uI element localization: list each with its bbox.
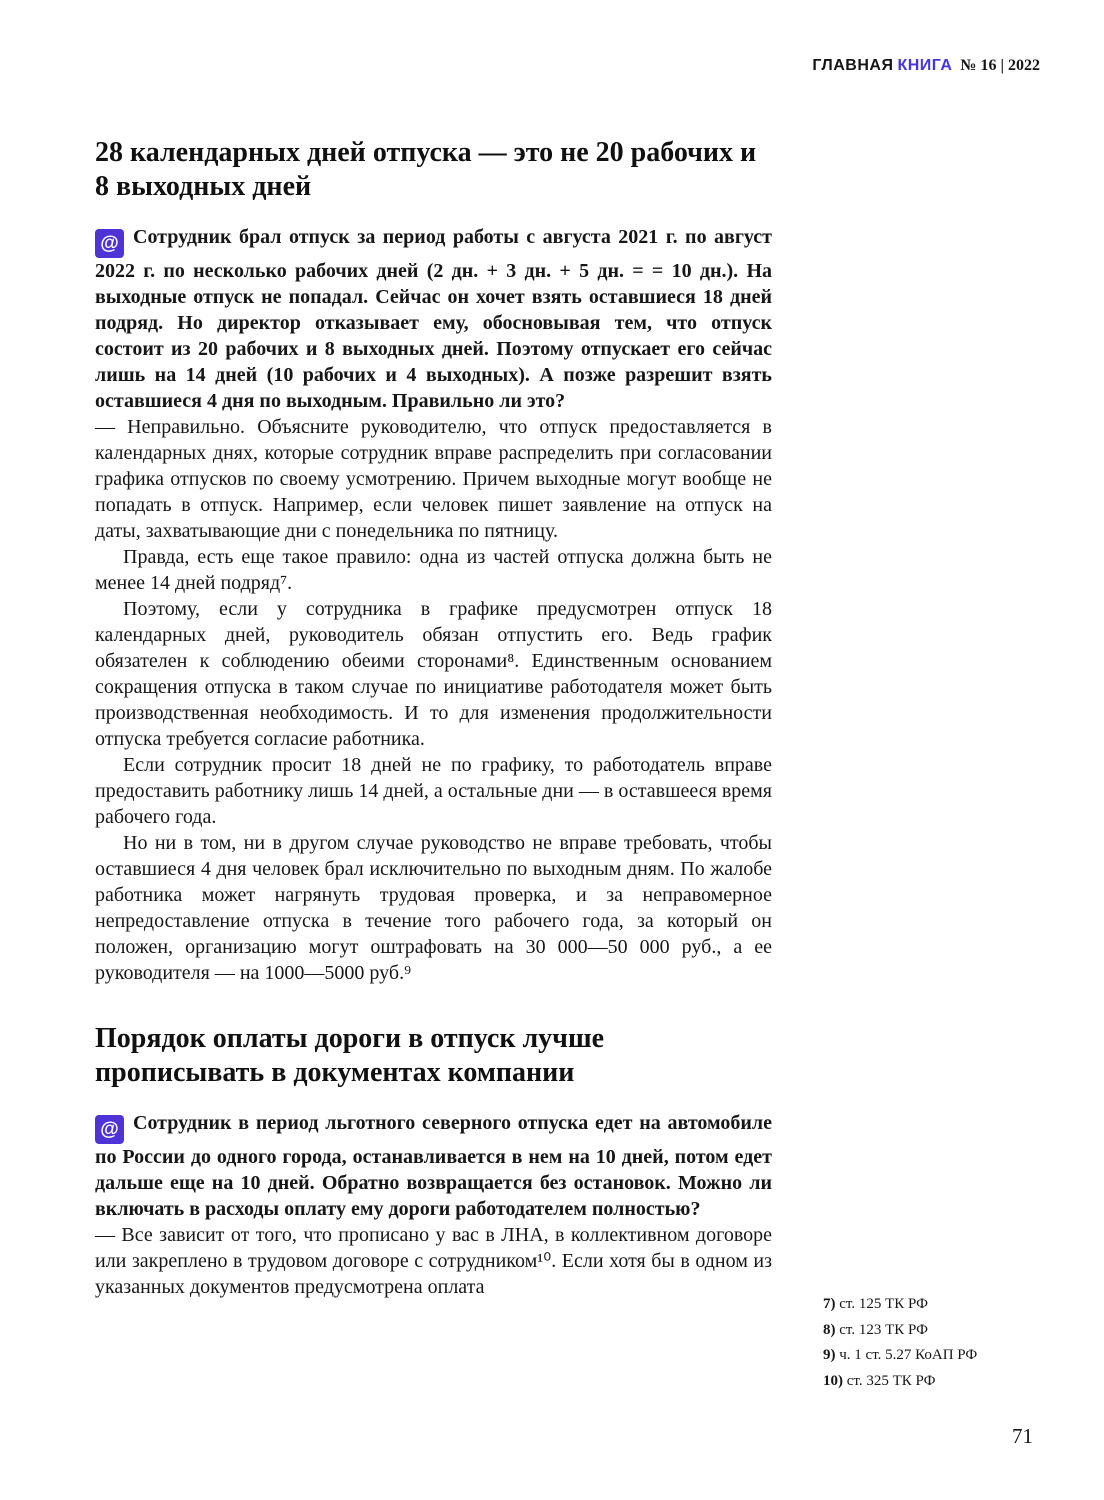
- article1-question-text: Сотрудник брал отпуск за период работы с августа 2021 г. по август 2022 г. по несколько рабочих дней (2 дн. + 3 дн. + 5 дн. = = 10 дн.). На выходные отпуск не попадал. Сейчас он хочет взять оставшиеся 18 дней подряд. Но директор отказывает ему, обосновывая тем, что отпуск состоит из 20 рабочих и 8 выходных дней. Поэтому отпускает его сейчас лишь на 14 дней (10 рабочих и 4 выходных). А позже разрешит взять оставшиеся 4 дня по выходным. Правильно ли это?: [95, 226, 772, 412]
- magazine-header: [812, 56, 1040, 76]
- issue-number: № 16 | 2022: [960, 57, 1040, 74]
- at-icon: @: [95, 1115, 124, 1144]
- footnote-number: 8): [823, 1321, 836, 1338]
- footnote-number: 10): [823, 1372, 843, 1389]
- footnote-number: 9): [823, 1347, 836, 1363]
- magazine-name: ГЛАВНАЯ: [812, 57, 894, 74]
- footnote-text: ст. 325 ТК РФ: [846, 1372, 936, 1389]
- article2-question: [95, 1110, 772, 1222]
- article1-answer-paragraph: Поэтому, если у сотрудника в графике предусмотрен отпуск 18 календарных дней, руководитель обязан отпустить его. Ведь график обязателен к соблюдению обеими сторонами⁸. Единственным основанием сокращения отпуска в таком случае по инициативе работодателя может быть производственная необходимость. И то для изменения продолжительности отпуска требуется согласие работника.: [95, 598, 772, 750]
- article1-question: [95, 224, 772, 414]
- article2-answer-paragraph: — Все зависит от того, что прописано у вас в ЛНА, в коллективном договоре или закреплено в трудовом договоре с сотрудником¹⁰. Если хотя бы в одном из указанных документов предусмотрена оплата: [95, 1224, 772, 1298]
- footnote-text: ч. 1 ст. 5.27 КоАП РФ: [839, 1347, 978, 1363]
- at-icon: @: [95, 229, 124, 258]
- footnote-item: [823, 1292, 1073, 1318]
- footnote-item: [823, 1343, 1073, 1369]
- article2-question-text: Сотрудник в период льготного северного отпуска едет на автомобиле по России до одного города, останавливается в нем на 10 дней, потом едет дальше еще на 10 дней. Обратно возвращается без остановок. Можно ли включать в расходы оплату ему дороги работодателем полностью?: [95, 1112, 772, 1220]
- footnote-item: [823, 1318, 1073, 1344]
- footnotes: [823, 1292, 1073, 1394]
- article1-answer-paragraph: Правда, есть еще такое правило: одна из частей отпуска должна быть не менее 14 дней подряд⁷.: [95, 546, 772, 594]
- article1-answer-paragraph: — Неправильно. Объясните руководителю, что отпуск предоставляется в календарных днях, которые сотрудник вправе распределить при согласовании графика отпусков по своему усмотрению. Причем выходные могут вообще не попадать в отпуск. Например, если человек пишет заявление на отпуск на даты, захватывающие дни с понедельника по пятницу.: [95, 416, 772, 542]
- article1-title: 28 календарных дней отпуска — это не 20 рабочих и 8 выходных дней: [95, 137, 757, 202]
- page-number: 71: [1012, 1424, 1033, 1448]
- footnote-text: ст. 125 ТК РФ: [839, 1296, 928, 1312]
- magazine-name-accent: КНИГА: [897, 57, 953, 74]
- article-column: [95, 136, 772, 1300]
- article1-answer-paragraph: Если сотрудник просит 18 дней не по графику, то работодатель вправе предоставить работнику лишь 14 дней, а остальные дни — в оставшееся время рабочего года.: [95, 754, 772, 828]
- footnote-number: 7): [823, 1296, 836, 1312]
- footnote-item: [823, 1369, 1073, 1395]
- article1-answer-paragraph: Но ни в том, ни в другом случае руководство не вправе требовать, чтобы оставшиеся 4 дня человек брал исключительно по выходным дням. По жалобе работника может нагрянуть трудовая проверка, и за неправомерное непредоставление отпуска в течение того рабочего года, за который он положен, организацию могут оштрафовать на 30 000—50 000 руб., а ее руководителя — на 1000—5000 руб.⁹: [95, 832, 772, 984]
- footnote-text: ст. 123 ТК РФ: [839, 1321, 928, 1338]
- article2-title: Порядок оплаты дороги в отпуск лучше прописывать в документах компании: [95, 1023, 605, 1088]
